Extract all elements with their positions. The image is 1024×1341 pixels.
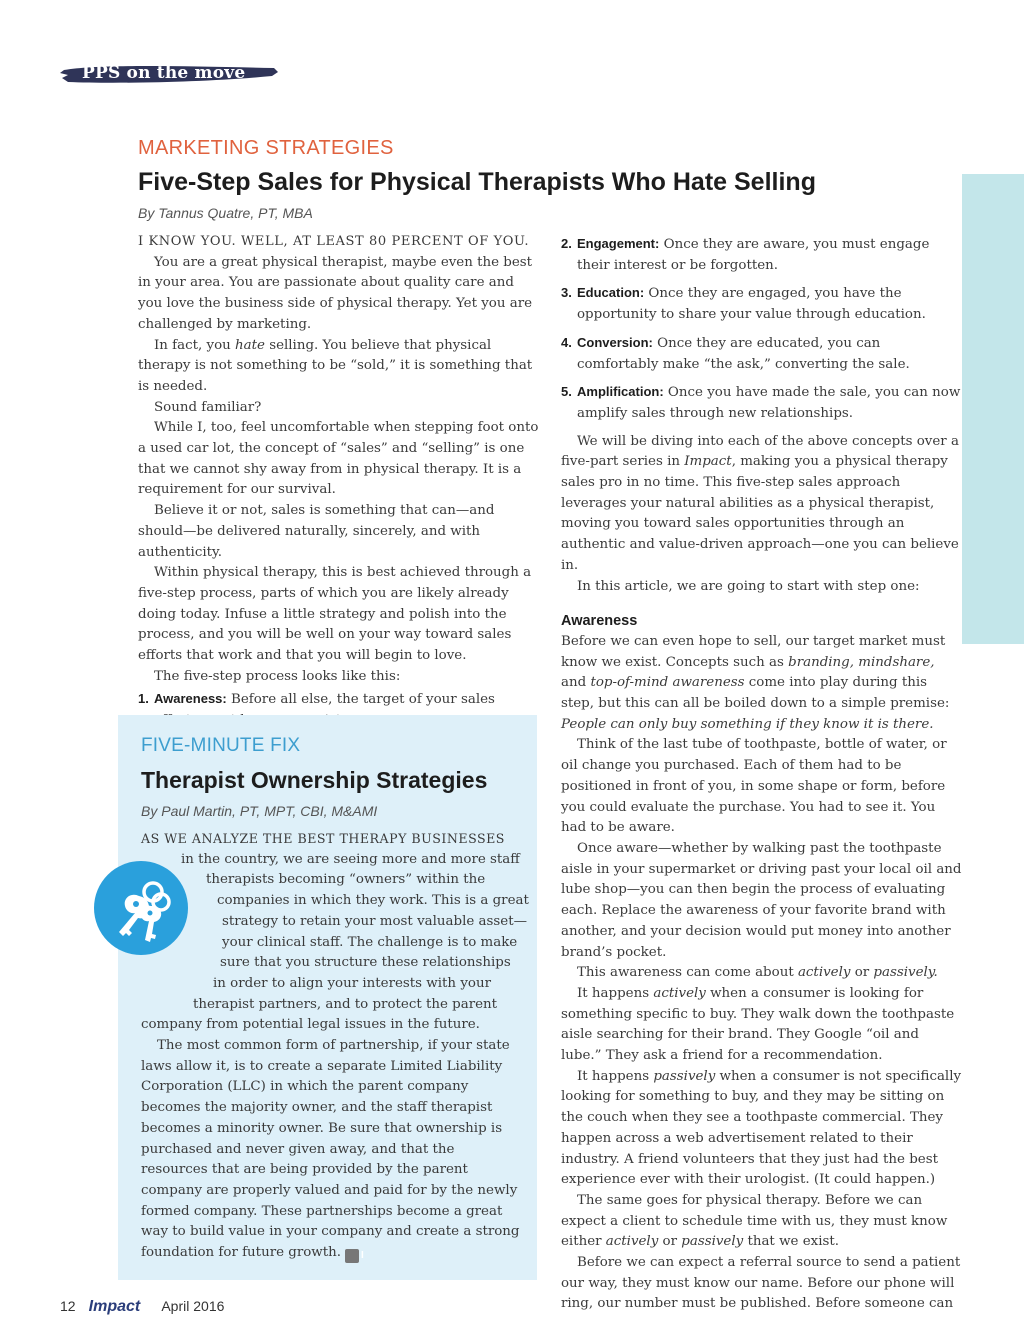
list-item: 4. Conversion: Once they are educated, you can comfortably make “the ask,” converting the sale. (561, 334, 910, 372)
sidebar-body (141, 829, 529, 1264)
paragraph: The most common form of partnership, if your state laws allow it, is to create a separate Limited Liability Corporation (LLC) in which the parent company becomes the majority owner, and the staff therapist becomes a minority owner. Be sure that ownership is purchased and never given away, and that the resources that are being provided by the parent company are properly valued and paid for by the newly formed company. These partnerships become a great way to build value in your company and create a strong foundation for future growth. I (141, 1038, 520, 1262)
subheading: Awareness (561, 613, 638, 630)
paragraph: Believe it or not, sales is something that can—and should—be delivered naturally, sincerely, and with authenticity. (138, 503, 495, 560)
paragraph: Before we can even hope to sell, our target market must know we exist. Concepts such as branding, mindshare, and top-of-mind awareness come into play during this step, but this can all be boiled down to a simple premise: People can only buy something if they know it is there. (561, 633, 950, 732)
publication-date: April 2016 (161, 1298, 225, 1314)
text-line: therapist partners, and to protect the parent (193, 996, 498, 1012)
sidebar-label: FIVE-MINUTE FIX (141, 735, 301, 756)
list-item: 3. Education: Once they are engaged, you have the opportunity to share your value through education. (561, 285, 926, 323)
paragraph: Before we can expect a referral source to send a patient our way, they must know our name. Before our phone will ring, our number must be published. Before someone can (561, 1255, 961, 1312)
paragraph: The same goes for physical therapy. Before we can expect a client to schedule time with us, they must know either actively or passively that we exist. (561, 1192, 948, 1250)
sidebar-title: Therapist Ownership Strategies (141, 767, 488, 793)
text-line: in the country, we are seeing more and more staff (181, 851, 520, 867)
lead-paragraph: I KNOW YOU. WELL, AT LEAST 80 PERCENT OF YOU. (138, 234, 530, 249)
paragraph: Within physical therapy, this is best achieved through a five-step process, parts of which you are likely already doing today. Infuse a little strategy and polish into the process, and you will be well on your way toward sales efforts that work and that you will begin to love. (138, 565, 532, 664)
paragraph: In this article, we are going to start with step one: (577, 578, 920, 594)
article-title: Five-Step Sales for Physical Therapists Who Hate Selling (138, 168, 816, 196)
list-item: 2. Engagement: Once they are aware, you must engage their interest or be forgotten. (561, 236, 930, 273)
publication-name: Impact (88, 1298, 141, 1315)
text-line: therapists becoming “owners” within the (206, 872, 486, 888)
paragraph: It happens actively when a consumer is looking for something specific to buy. They walk down the toothpaste aisle searching for their brand. They Google “oil and lube.” They ask a friend for a recommendation. (561, 985, 955, 1064)
page-number: 12 (60, 1298, 76, 1314)
article-byline: By Tannus Quatre, PT, MBA (138, 205, 313, 221)
section-tag-label: PPS on the move (82, 63, 246, 83)
paragraph: In fact, you hate selling. You believe that physical therapy is not something to be “sold,” it is something that is needed. (138, 337, 533, 394)
paragraph: We will be diving into each of the above concepts over a five-part series in Impact, making you a physical therapy sales pro in no time. This five-step sales approach leverages your natural abilities as a physical therapist, moving you toward sales opportunities through an authentic and value-driven approach—one you can believe in. (561, 433, 959, 573)
article-right-column (561, 232, 963, 1315)
paragraph: This awareness can come about actively or passively. (577, 965, 938, 981)
five-minute-fix-box (118, 715, 537, 1280)
section-tag (60, 60, 280, 88)
keys-icon (93, 860, 189, 956)
text-line: companies in which they work. This is a great (217, 893, 529, 909)
paragraph: You are a great physical therapist, maybe even the best in your area. You are passionate about quality care and you love the business side of physical therapy. Yet you are challenged by marketing. (138, 254, 533, 332)
paragraph: Sound familiar? (154, 399, 262, 415)
text-line: your clinical staff. The challenge is to make (222, 934, 518, 950)
section-label: MARKETING STRATEGIES (138, 137, 394, 159)
list-item: 1. Awareness: Before all else, the target of your sales (138, 691, 495, 708)
side-color-tab (962, 174, 1024, 644)
sidebar-byline: By Paul Martin, PT, MPT, CBI, M&AMI (141, 803, 378, 819)
paragraph: Think of the last tube of toothpaste, bottle of water, or oil change you purchased. Each of them had to be positioned in front of you, in some shape or form, before you could evaluate the purchase. You had to see it. You had to be aware. (561, 737, 947, 836)
list-item: 5. Amplification: Once you have made the sale, you can now amplify sales through new relationships. (561, 384, 961, 421)
text-line: sure that you structure these relationships (220, 955, 511, 971)
page-footer (60, 1296, 224, 1316)
end-mark-icon: I (345, 1249, 359, 1263)
text-line: AS WE ANALYZE THE BEST THERAPY BUSINESSES (141, 831, 505, 846)
paragraph: The five-step process looks like this: (154, 668, 401, 684)
article-left-column (138, 232, 542, 739)
paragraph: It happens passively when a consumer is not specifically looking for something to buy, and they may be sitting on the couch when they see a toothpaste commercial. They happen across a web advertisement related to their industry. A friend volunteers that they just had the best experience ever with their urologist. (It could happen.) (561, 1068, 962, 1188)
paragraph: While I, too, feel uncomfortable when stepping foot onto a used car lot, the concept of “sales” and “selling” is one that we cannot shy away from in physical therapy. It is a requirement for our survival. (138, 420, 539, 498)
text-line: in order to align your interests with your (213, 975, 491, 991)
text-line: strategy to retain your most valuable asset— (222, 913, 527, 929)
text-line: company from potential legal issues in the future. (141, 1017, 480, 1033)
step-list (561, 234, 963, 425)
paragraph: Once aware—whether by walking past the toothpaste aisle in your supermarket or driving past your local oil and lube shop—you can then begin the process of evaluating each. Replace the awareness of your favorite brand with another, and your decision would put money into another brand’s pocket. (561, 840, 962, 960)
